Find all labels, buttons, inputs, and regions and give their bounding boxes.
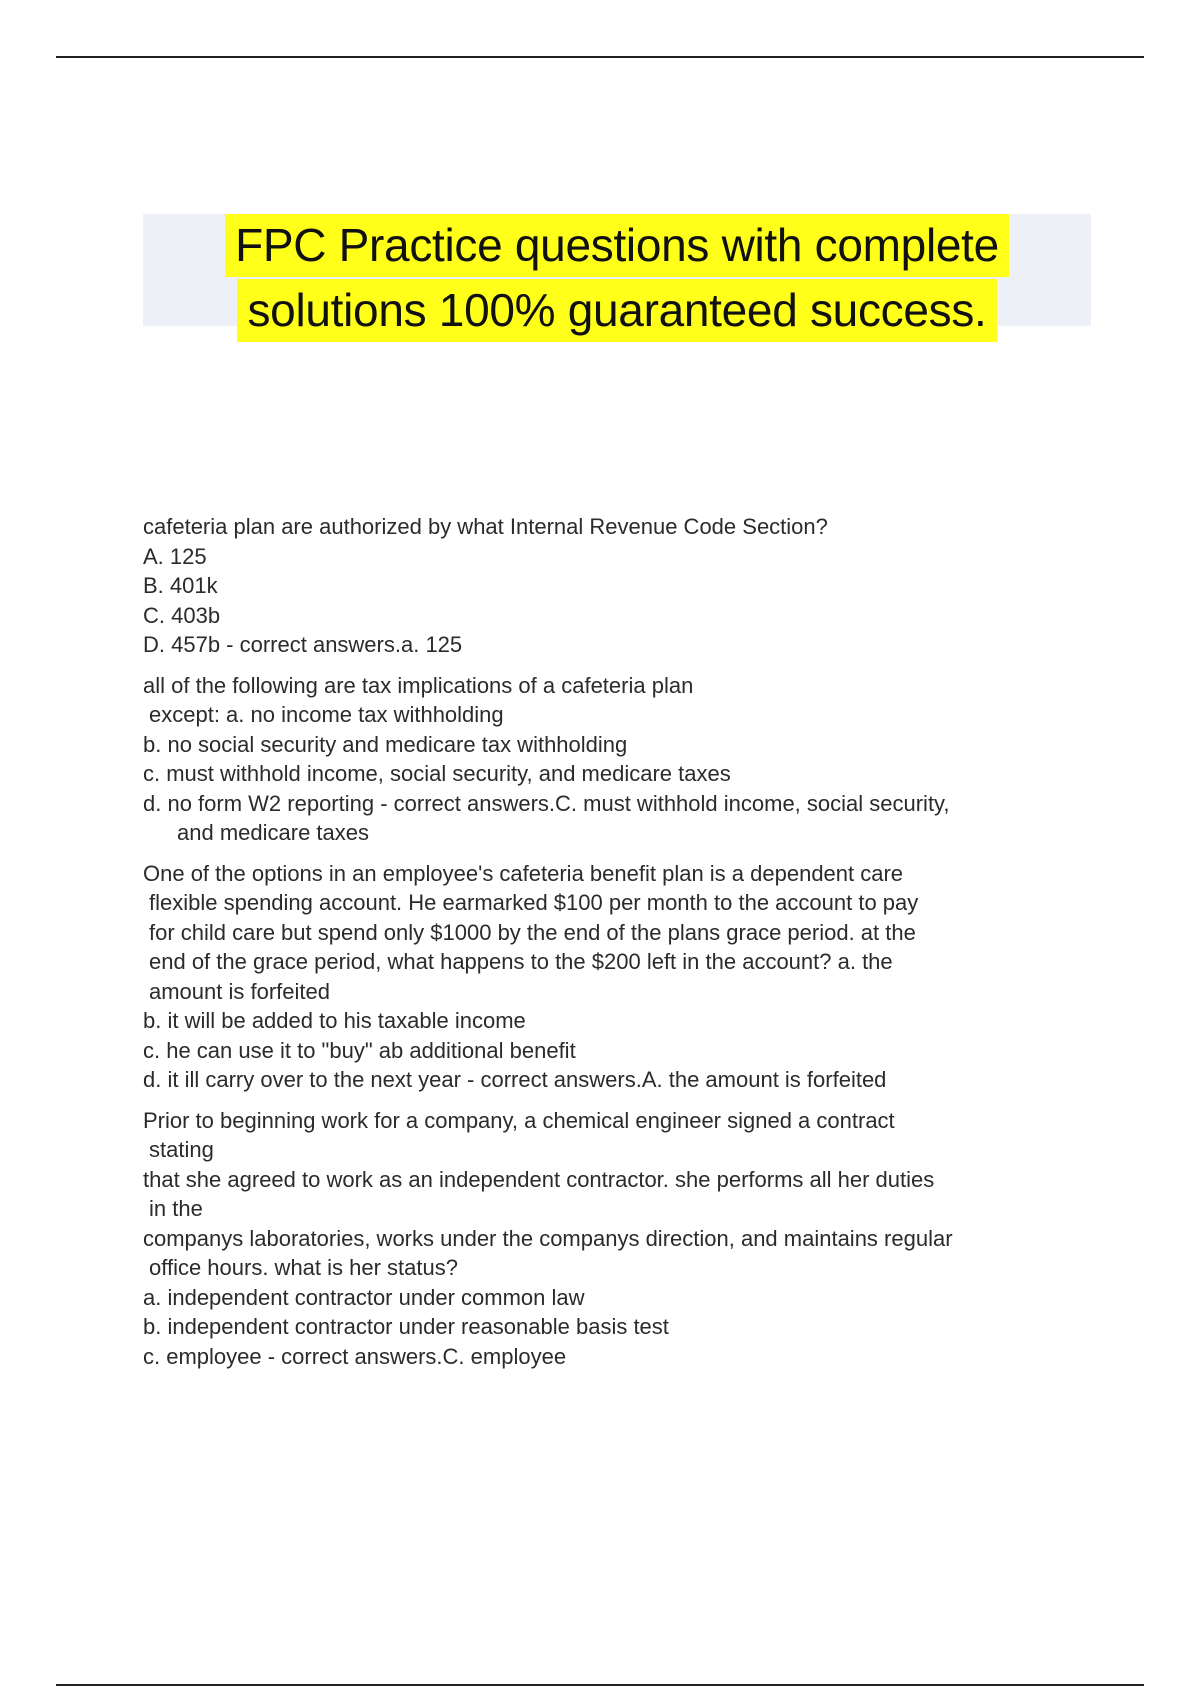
question-text: that she agreed to work as an independent contractor. she performs all her duties [143,1166,935,1192]
answer-option-with-correct-answer: c. employee - correct answers.C. employee [143,1343,567,1369]
answer-option: A. 125 [143,543,207,569]
title-line-1: FPC Practice questions with complete [225,214,1009,277]
question-text: end of the grace period, what happens to the $200 left in the account? a. the [149,949,893,974]
answer-option: B. 401k [143,573,218,598]
question-text: companys laboratories, works under the companys direction, and maintains regular [143,1225,953,1251]
question-text: except: a. no income tax withholding [149,702,504,727]
question-1 [143,512,1088,660]
footer-rule [56,1684,1144,1686]
answer-option-with-correct-answer: d. it ill carry over to the next year - correct answers.A. the amount is forfeited [143,1067,887,1092]
question-text: amount is forfeited [149,978,330,1004]
document-title [143,214,1091,336]
question-list [143,512,1088,1382]
answer-option-with-correct-answer: D. 457b - correct answers.a. 125 [143,632,463,657]
question-text: in the [149,1196,203,1221]
question-text: stating [149,1137,214,1162]
question-4 [143,1106,1088,1372]
question-text: office hours. what is her status? [149,1255,458,1280]
answer-option: c. must withhold income, social security, and medicare taxes [143,761,731,786]
answer-option: c. he can use it to "buy" ab additional benefit [143,1037,576,1063]
correct-answer-continuation: and medicare taxes [177,820,369,845]
question-3 [143,859,1088,1095]
answer-option: C. 403b [143,602,221,628]
answer-option: a. independent contractor under common law [143,1284,585,1310]
header-rule [56,56,1144,58]
question-text: for child care but spend only $1000 by the end of the plans grace period. at the [149,919,916,945]
question-text: flexible spending account. He earmarked $100 per month to the account to pay [149,890,919,915]
answer-option: b. it will be added to his taxable income [143,1008,526,1033]
answer-option: b. no social security and medicare tax withholding [143,731,628,757]
title-line-2: solutions 100% guaranteed success. [237,279,996,342]
question-text: One of the options in an employee's cafeteria benefit plan is a dependent care [143,860,904,886]
question-2 [143,671,1088,848]
answer-option-with-correct-answer: d. no form W2 reporting - correct answers.C. must withhold income, social security, [143,790,950,816]
answer-option: b. independent contractor under reasonable basis test [143,1314,669,1339]
question-text: all of the following are tax implications of a cafeteria plan [143,672,694,698]
question-text: cafeteria plan are authorized by what Internal Revenue Code Section? [143,514,828,539]
question-text: Prior to beginning work for a company, a chemical engineer signed a contract [143,1107,895,1133]
